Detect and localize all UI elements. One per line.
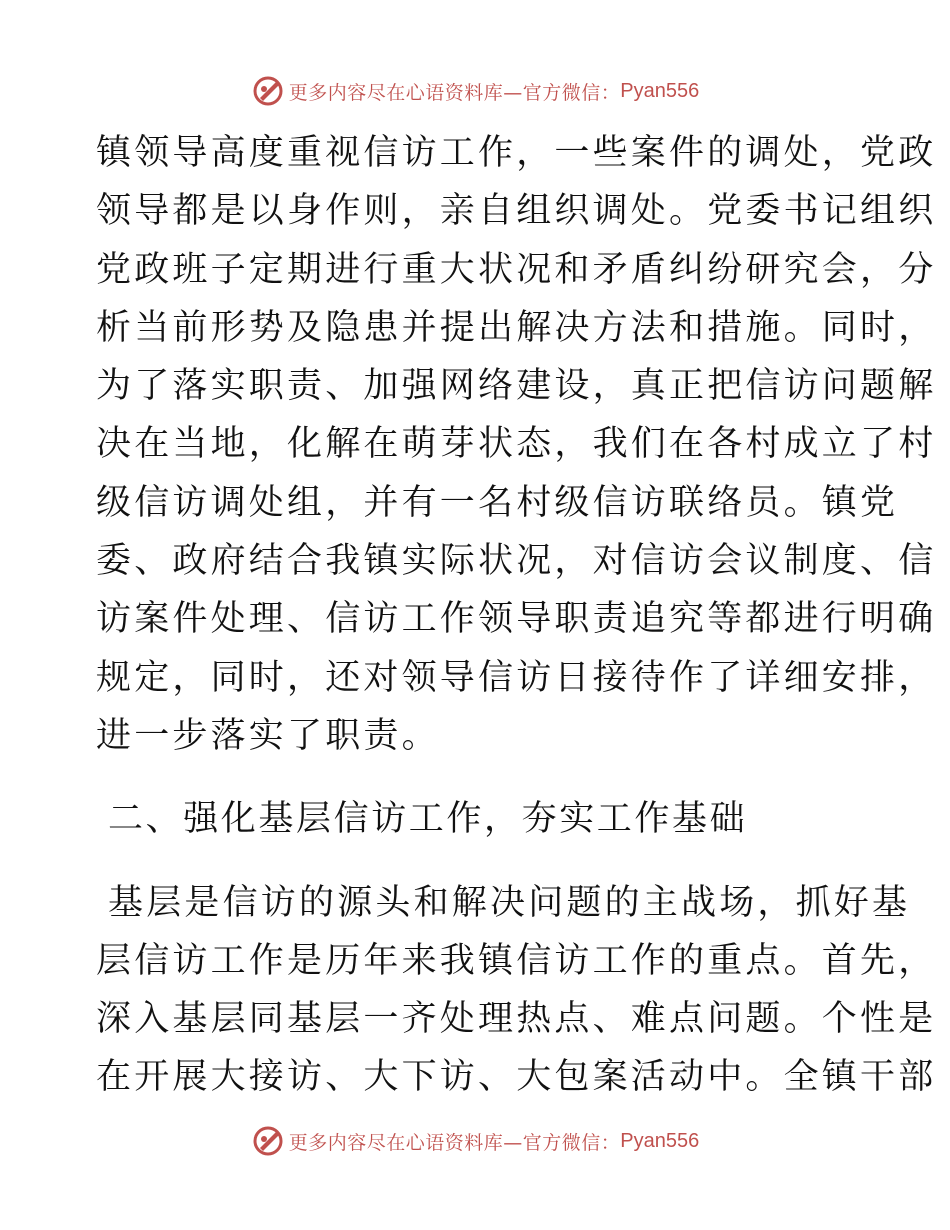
text-line: 委、政府结合我镇实际状况，对信访会议制度、信 bbox=[96, 541, 937, 582]
logo-icon bbox=[251, 1124, 285, 1158]
watermark-text: 更多内容尽在心语资料库—官方微信： bbox=[288, 1131, 621, 1154]
watermark-brand: Pyan556 bbox=[620, 1129, 700, 1152]
text-line: 领导都是以身作则，亲自组织调处。党委书记组织 bbox=[96, 191, 937, 232]
logo-icon bbox=[251, 74, 285, 108]
section-heading: 二、强化基层信访工作，夯实工作基础 bbox=[108, 799, 748, 840]
text-line: 访案件处理、信访工作领导职责追究等都进行明确 bbox=[96, 599, 937, 640]
document-body bbox=[96, 124, 937, 1107]
text-line: 深入基层同基层一齐处理热点、难点问题。个性是 bbox=[96, 999, 937, 1040]
text-line: 为了落实职责、加强网络建设，真正把信访问题解 bbox=[96, 366, 937, 407]
text-line: 决在当地，化解在萌芽状态，我们在各村成立了村 bbox=[96, 424, 937, 465]
text-line: 析当前形势及隐患并提出解决方法和措施。同时， bbox=[96, 307, 937, 348]
text-line: 层信访工作是历年来我镇信访工作的重点。首先， bbox=[96, 940, 937, 981]
watermark-header bbox=[0, 74, 950, 108]
watermark-footer bbox=[0, 1124, 950, 1158]
text-line: 基层是信访的源头和解决问题的主战场，抓好基 bbox=[108, 882, 911, 923]
watermark-brand: Pyan556 bbox=[620, 79, 700, 102]
text-line: 镇领导高度重视信访工作，一些案件的调处，党政 bbox=[96, 133, 937, 173]
text-line: 规定，同时，还对领导信访日接待作了详细安排， bbox=[96, 657, 937, 698]
text-line: 在开展大接访、大下访、大包案活动中。全镇干部 bbox=[96, 1057, 937, 1098]
watermark-text: 更多内容尽在心语资料库—官方微信： bbox=[288, 81, 621, 104]
text-line: 级信访调处组，并有一名村级信访联络员。镇党 bbox=[96, 482, 899, 523]
text-line: 进一步落实了职责。 bbox=[96, 715, 440, 756]
text-line: 党政班子定期进行重大状况和矛盾纠纷研究会，分 bbox=[96, 249, 937, 290]
